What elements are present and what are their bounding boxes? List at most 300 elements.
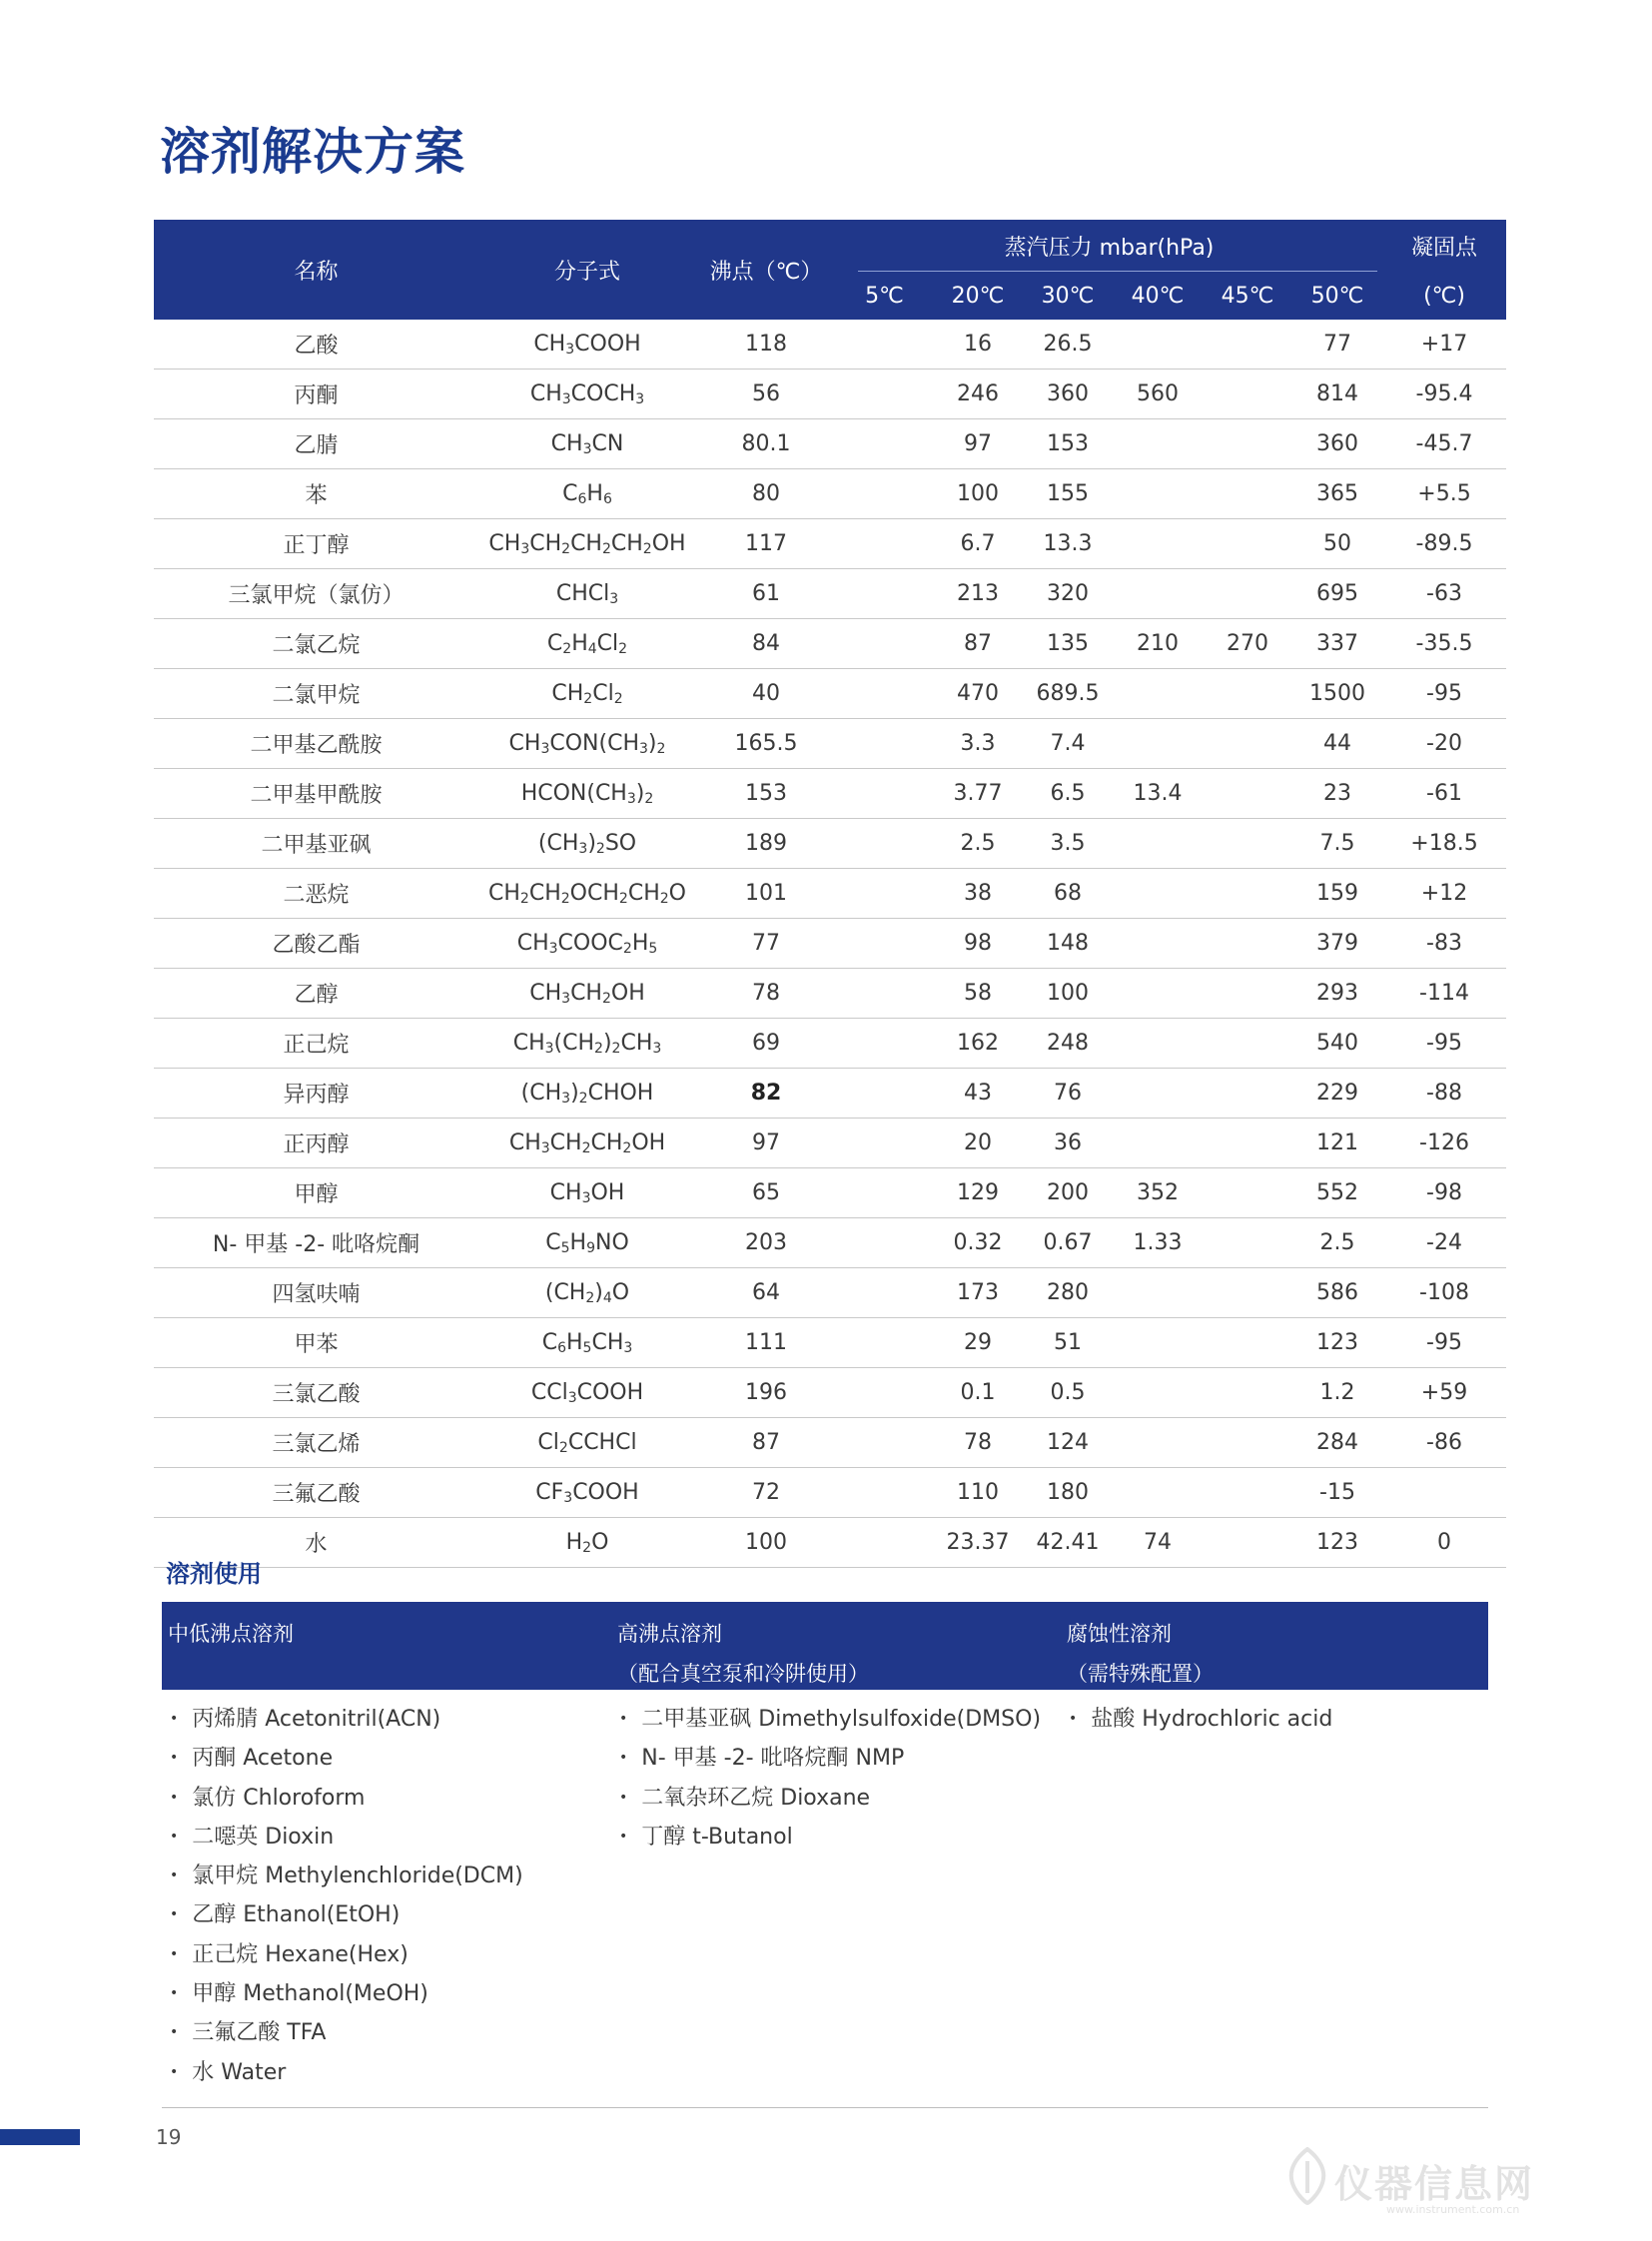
cell-vp-40 <box>1113 1318 1203 1368</box>
usage-col-subtitle: （配合真空泵和冷阱使用） <box>617 1662 869 1686</box>
usage-list-corrosive <box>1069 1700 1332 1739</box>
cell-vp-45 <box>1203 1119 1292 1168</box>
cell-vp-30: 320 <box>1023 569 1113 619</box>
cell-formula: $CH_3COCH_3$ <box>478 370 696 419</box>
cell-vp-50: 360 <box>1292 419 1382 469</box>
cell-formula: $CH_3(CH_2)_2CH_3$ <box>478 1019 696 1069</box>
cell-name: 乙酸乙酯 <box>154 919 478 969</box>
cell-vp-30: 6.5 <box>1023 769 1113 819</box>
cell-vp-30: 51 <box>1023 1318 1113 1368</box>
cell-vp-5 <box>836 969 933 1019</box>
cell-vp-30: 153 <box>1023 419 1113 469</box>
cell-vp-30: 100 <box>1023 969 1113 1019</box>
cell-formula: $CH_3COOC_2H_5$ <box>478 919 696 969</box>
cell-vp-5 <box>836 1268 933 1318</box>
page-number: 19 <box>156 2125 182 2149</box>
cell-vp-45 <box>1203 819 1292 869</box>
cell-boiling-point: 196 <box>696 1368 836 1418</box>
cell-boiling-point: 111 <box>696 1318 836 1368</box>
cell-vp-20: 6.7 <box>933 519 1023 569</box>
table-row <box>154 1069 1506 1119</box>
watermark: 仪器信息网 <box>1334 2162 1535 2206</box>
cell-formula: $CH_3CH_2CH_2OH$ <box>478 1119 696 1168</box>
cell-vp-45: 270 <box>1203 619 1292 669</box>
header-temp-50: 50℃ <box>1292 272 1382 320</box>
list-item: • 二噁英 Dioxin <box>170 1818 523 1857</box>
cell-name: 丙酮 <box>154 370 478 419</box>
cell-freezing-point: -95 <box>1382 669 1506 719</box>
cell-freezing-point: +59 <box>1382 1368 1506 1418</box>
cell-vp-40: 210 <box>1113 619 1203 669</box>
table-row <box>154 969 1506 1019</box>
cell-freezing-point: -108 <box>1382 1268 1506 1318</box>
cell-vp-30: 3.5 <box>1023 819 1113 869</box>
table-row <box>154 1019 1506 1069</box>
table-row <box>154 1468 1506 1518</box>
cell-freezing-point: -95.4 <box>1382 370 1506 419</box>
cell-vp-20: 87 <box>933 619 1023 669</box>
cell-boiling-point: 118 <box>696 320 836 370</box>
cell-vp-5 <box>836 1368 933 1418</box>
cell-boiling-point: 64 <box>696 1268 836 1318</box>
cell-vp-40 <box>1113 719 1203 769</box>
table-row <box>154 469 1506 519</box>
list-item: • 三氟乙酸 TFA <box>170 2013 523 2052</box>
cell-vp-45 <box>1203 1368 1292 1418</box>
cell-name: 二氯乙烷 <box>154 619 478 669</box>
cell-name: 甲苯 <box>154 1318 478 1368</box>
cell-name: 乙酸 <box>154 320 478 370</box>
usage-section-title: 溶剂使用 <box>166 1560 262 1588</box>
cell-boiling-point: 77 <box>696 919 836 969</box>
header-formula: 分子式 <box>478 220 696 320</box>
cell-vp-30: 280 <box>1023 1268 1113 1318</box>
usage-col-title: 高沸点溶剂 <box>617 1622 722 1646</box>
cell-boiling-point: 203 <box>696 1218 836 1268</box>
usage-list-low-bp <box>170 1700 523 2092</box>
list-item: • 水 Water <box>170 2053 523 2092</box>
cell-vp-20: 129 <box>933 1168 1023 1218</box>
cell-name: 三氯乙酸 <box>154 1368 478 1418</box>
cell-vp-40: 1.33 <box>1113 1218 1203 1268</box>
usage-lists <box>162 1700 1488 2099</box>
cell-freezing-point: -89.5 <box>1382 519 1506 569</box>
header-temp-30: 30℃ <box>1023 272 1113 320</box>
cell-formula: $CH_3OH$ <box>478 1168 696 1218</box>
cell-name: 水 <box>154 1518 478 1568</box>
cell-vp-20: 3.77 <box>933 769 1023 819</box>
cell-vp-30: 76 <box>1023 1069 1113 1119</box>
cell-vp-40 <box>1113 519 1203 569</box>
list-item: • 二氧杂环乙烷 Dioxane <box>619 1779 1041 1818</box>
cell-vp-30: 155 <box>1023 469 1113 519</box>
cell-freezing-point: +18.5 <box>1382 819 1506 869</box>
cell-name: 四氢呋喃 <box>154 1268 478 1318</box>
cell-name: 异丙醇 <box>154 1069 478 1119</box>
cell-vp-40 <box>1113 1119 1203 1168</box>
cell-vp-20: 78 <box>933 1418 1023 1468</box>
cell-vp-20: 38 <box>933 869 1023 919</box>
cell-freezing-point: 0 <box>1382 1518 1506 1568</box>
cell-vp-5 <box>836 869 933 919</box>
table-row <box>154 869 1506 919</box>
header-boiling-point: 沸点（℃） <box>696 220 836 320</box>
cell-freezing-point: -83 <box>1382 919 1506 969</box>
header-vapor-pressure <box>836 220 1382 272</box>
cell-formula: $CH_3CH_2OH$ <box>478 969 696 1019</box>
cell-vp-50: 552 <box>1292 1168 1382 1218</box>
cell-vp-30: 13.3 <box>1023 519 1113 569</box>
cell-name: 二甲基乙酰胺 <box>154 719 478 769</box>
cell-formula: $CH_3COOH$ <box>478 320 696 370</box>
cell-boiling-point: 100 <box>696 1518 836 1568</box>
table-row <box>154 1318 1506 1368</box>
cell-formula: CHCl$_3$ <box>478 569 696 619</box>
cell-boiling-point: 97 <box>696 1119 836 1168</box>
cell-vp-30: 36 <box>1023 1119 1113 1168</box>
cell-vp-20: 162 <box>933 1019 1023 1069</box>
cell-name: 三氟乙酸 <box>154 1468 478 1518</box>
cell-vp-50: 50 <box>1292 519 1382 569</box>
page-title: 溶剂解决方案 <box>160 123 465 181</box>
cell-vp-40: 13.4 <box>1113 769 1203 819</box>
cell-vp-40 <box>1113 1368 1203 1418</box>
cell-formula: $CF_3COOH$ <box>478 1468 696 1518</box>
cell-formula: $(CH_2)_4O$ <box>478 1268 696 1318</box>
cell-vp-40 <box>1113 419 1203 469</box>
cell-vp-50: 293 <box>1292 969 1382 1019</box>
list-item: • 甲醇 Methanol(MeOH) <box>170 1974 523 2013</box>
cell-vp-50: 7.5 <box>1292 819 1382 869</box>
cell-boiling-point: 80.1 <box>696 419 836 469</box>
cell-vp-20: 110 <box>933 1468 1023 1518</box>
cell-formula: $HCON(CH_3)_2$ <box>478 769 696 819</box>
cell-name: 二恶烷 <box>154 869 478 919</box>
cell-vp-45 <box>1203 1268 1292 1318</box>
cell-vp-5 <box>836 569 933 619</box>
cell-name: 乙醇 <box>154 969 478 1019</box>
table-row <box>154 370 1506 419</box>
cell-vp-5 <box>836 1168 933 1218</box>
page-accent-bar <box>0 2129 80 2145</box>
cell-vp-20: 16 <box>933 320 1023 370</box>
cell-vp-50: 23 <box>1292 769 1382 819</box>
cell-freezing-point: -95 <box>1382 1318 1506 1368</box>
cell-vp-45 <box>1203 1069 1292 1119</box>
cell-vp-45 <box>1203 719 1292 769</box>
cell-vp-5 <box>836 1069 933 1119</box>
cell-vp-40 <box>1113 669 1203 719</box>
cell-vp-45 <box>1203 419 1292 469</box>
cell-vp-50: 229 <box>1292 1069 1382 1119</box>
list-item: • 丙烯腈 Acetonitril(ACN) <box>170 1700 523 1739</box>
cell-vp-50: 1500 <box>1292 669 1382 719</box>
list-item: • 正己烷 Hexane(Hex) <box>170 1935 523 1974</box>
cell-vp-50: 2.5 <box>1292 1218 1382 1268</box>
cell-vp-50: 379 <box>1292 919 1382 969</box>
cell-freezing-point: +17 <box>1382 320 1506 370</box>
cell-formula: $C_6H_6$ <box>478 469 696 519</box>
table-row <box>154 519 1506 569</box>
watermark-logo-icon <box>1284 2147 1330 2205</box>
cell-vp-40: 74 <box>1113 1518 1203 1568</box>
cell-vp-30: 124 <box>1023 1418 1113 1468</box>
cell-vp-20: 2.5 <box>933 819 1023 869</box>
cell-vp-40 <box>1113 569 1203 619</box>
cell-vp-45 <box>1203 1168 1292 1218</box>
usage-col-title: 中低沸点溶剂 <box>168 1622 294 1646</box>
cell-boiling-point: 82 <box>696 1069 836 1119</box>
cell-vp-5 <box>836 519 933 569</box>
cell-vp-40: 560 <box>1113 370 1203 419</box>
cell-name: 正丁醇 <box>154 519 478 569</box>
cell-name: 三氯甲烷（氯仿） <box>154 569 478 619</box>
usage-col-high-bp-header <box>617 1614 869 1694</box>
cell-vp-45 <box>1203 1468 1292 1518</box>
cell-boiling-point: 72 <box>696 1468 836 1518</box>
cell-freezing-point: -98 <box>1382 1168 1506 1218</box>
cell-freezing-point: -35.5 <box>1382 619 1506 669</box>
cell-vp-50: 44 <box>1292 719 1382 769</box>
list-item: • 盐酸 Hydrochloric acid <box>1069 1700 1332 1739</box>
header-temp-40: 40℃ <box>1113 272 1203 320</box>
cell-name: 二氯甲烷 <box>154 669 478 719</box>
cell-freezing-point: -24 <box>1382 1218 1506 1268</box>
cell-vp-20: 97 <box>933 419 1023 469</box>
table-row <box>154 569 1506 619</box>
cell-vp-40 <box>1113 1268 1203 1318</box>
cell-name: 甲醇 <box>154 1168 478 1218</box>
cell-vp-50: 1.2 <box>1292 1368 1382 1418</box>
cell-vp-20: 43 <box>933 1069 1023 1119</box>
cell-vp-5 <box>836 1218 933 1268</box>
cell-vp-5 <box>836 419 933 469</box>
cell-vp-50: 695 <box>1292 569 1382 619</box>
cell-boiling-point: 101 <box>696 869 836 919</box>
cell-vp-30: 200 <box>1023 1168 1113 1218</box>
cell-vp-5 <box>836 1019 933 1069</box>
cell-vp-40 <box>1113 1069 1203 1119</box>
cell-vp-5 <box>836 1318 933 1368</box>
table-row <box>154 1218 1506 1268</box>
cell-vp-5 <box>836 1518 933 1568</box>
cell-vp-45 <box>1203 1218 1292 1268</box>
cell-vp-50: 121 <box>1292 1119 1382 1168</box>
table-row <box>154 1168 1506 1218</box>
cell-vp-45 <box>1203 1418 1292 1468</box>
cell-boiling-point: 87 <box>696 1418 836 1468</box>
cell-vp-40 <box>1113 969 1203 1019</box>
cell-vp-40 <box>1113 469 1203 519</box>
table-row <box>154 320 1506 370</box>
cell-boiling-point: 61 <box>696 569 836 619</box>
cell-boiling-point: 84 <box>696 619 836 669</box>
table-row <box>154 1119 1506 1168</box>
cell-vp-45 <box>1203 969 1292 1019</box>
bottom-divider <box>162 2107 1488 2108</box>
cell-vp-20: 98 <box>933 919 1023 969</box>
cell-freezing-point <box>1382 1468 1506 1518</box>
cell-vp-40 <box>1113 320 1203 370</box>
cell-formula: $(CH_3)_2SO$ <box>478 819 696 869</box>
table-header <box>154 220 1506 320</box>
cell-vp-5 <box>836 819 933 869</box>
usage-col-title: 腐蚀性溶剂 <box>1067 1622 1172 1646</box>
cell-vp-30: 7.4 <box>1023 719 1113 769</box>
list-item: • 乙醇 Ethanol(EtOH) <box>170 1895 523 1934</box>
cell-freezing-point: -45.7 <box>1382 419 1506 469</box>
cell-vp-40 <box>1113 1418 1203 1468</box>
cell-vp-45 <box>1203 919 1292 969</box>
cell-formula: $CH_2CH_2OCH_2CH_2O$ <box>478 869 696 919</box>
cell-formula: $C_6H_5CH_3$ <box>478 1318 696 1368</box>
cell-name: 正丙醇 <box>154 1119 478 1168</box>
table-row <box>154 919 1506 969</box>
cell-boiling-point: 153 <box>696 769 836 819</box>
usage-col-corrosive-header <box>1067 1614 1214 1694</box>
cell-vp-30: 360 <box>1023 370 1113 419</box>
cell-vp-45 <box>1203 669 1292 719</box>
table-body <box>154 320 1506 1568</box>
cell-boiling-point: 189 <box>696 819 836 869</box>
cell-vp-20: 246 <box>933 370 1023 419</box>
cell-name: 苯 <box>154 469 478 519</box>
cell-vp-20: 0.32 <box>933 1218 1023 1268</box>
cell-boiling-point: 117 <box>696 519 836 569</box>
cell-name: 二甲基甲酰胺 <box>154 769 478 819</box>
cell-name: 三氯乙烯 <box>154 1418 478 1468</box>
cell-vp-45 <box>1203 569 1292 619</box>
table-row <box>154 419 1506 469</box>
cell-freezing-point: -20 <box>1382 719 1506 769</box>
cell-vp-5 <box>836 1119 933 1168</box>
table-row <box>154 1418 1506 1468</box>
table-row <box>154 819 1506 869</box>
cell-boiling-point: 80 <box>696 469 836 519</box>
cell-vp-5 <box>836 769 933 819</box>
cell-formula: $CH_3CH_2CH_2CH_2OH$ <box>478 519 696 569</box>
cell-freezing-point: +5.5 <box>1382 469 1506 519</box>
list-item: • 氯仿 Chloroform <box>170 1779 523 1818</box>
cell-vp-40 <box>1113 869 1203 919</box>
cell-boiling-point: 40 <box>696 669 836 719</box>
cell-vp-45 <box>1203 1318 1292 1368</box>
cell-vp-45 <box>1203 469 1292 519</box>
list-item: • N- 甲基 -2- 吡咯烷酮 NMP <box>619 1739 1041 1778</box>
cell-formula: $H_2O$ <box>478 1518 696 1568</box>
table-row <box>154 619 1506 669</box>
cell-name: 正己烷 <box>154 1019 478 1069</box>
header-temp-45: 45℃ <box>1203 272 1292 320</box>
table-row <box>154 1368 1506 1418</box>
cell-vp-30: 26.5 <box>1023 320 1113 370</box>
cell-formula: $CH_2Cl_2$ <box>478 669 696 719</box>
header-vapor-pressure-label: 蒸汽压力 mbar(hPa) <box>1004 235 1215 261</box>
cell-freezing-point: -88 <box>1382 1069 1506 1119</box>
header-temp-5: 5℃ <box>836 272 933 320</box>
cell-vp-20: 213 <box>933 569 1023 619</box>
usage-col-subtitle: （需特殊配置） <box>1067 1662 1214 1686</box>
list-item: • 丙酮 Acetone <box>170 1739 523 1778</box>
cell-vp-50: 814 <box>1292 370 1382 419</box>
list-item: • 丁醇 t-Butanol <box>619 1818 1041 1857</box>
cell-formula: $(CH_3)_2CHOH$ <box>478 1069 696 1119</box>
cell-vp-45 <box>1203 370 1292 419</box>
cell-boiling-point: 78 <box>696 969 836 1019</box>
cell-name: 二甲基亚砜 <box>154 819 478 869</box>
cell-vp-20: 58 <box>933 969 1023 1019</box>
usage-header <box>162 1602 1488 1690</box>
cell-freezing-point: -61 <box>1382 769 1506 819</box>
cell-vp-20: 100 <box>933 469 1023 519</box>
table-row <box>154 719 1506 769</box>
cell-boiling-point: 65 <box>696 1168 836 1218</box>
cell-name: 乙腈 <box>154 419 478 469</box>
cell-vp-50: -15 <box>1292 1468 1382 1518</box>
cell-vp-45 <box>1203 519 1292 569</box>
cell-vp-20: 470 <box>933 669 1023 719</box>
cell-vp-50: 586 <box>1292 1268 1382 1318</box>
header-freezing-point: 凝固点 <box>1382 220 1506 272</box>
cell-vp-30: 148 <box>1023 919 1113 969</box>
table-row <box>154 1268 1506 1318</box>
cell-vp-5 <box>836 1418 933 1468</box>
cell-vp-30: 180 <box>1023 1468 1113 1518</box>
cell-vp-50: 540 <box>1292 1019 1382 1069</box>
cell-freezing-point: -86 <box>1382 1418 1506 1468</box>
cell-vp-45 <box>1203 1518 1292 1568</box>
cell-vp-5 <box>836 320 933 370</box>
cell-vp-50: 159 <box>1292 869 1382 919</box>
cell-freezing-point: +12 <box>1382 869 1506 919</box>
list-item: • 二甲基亚砜 Dimethylsulfoxide(DMSO) <box>619 1700 1041 1739</box>
cell-vp-50: 284 <box>1292 1418 1382 1468</box>
table-row <box>154 769 1506 819</box>
watermark-url: www.instrument.com.cn <box>1386 2203 1520 2216</box>
cell-formula: $CH_3CON(CH_3)_2$ <box>478 719 696 769</box>
cell-vp-20: 29 <box>933 1318 1023 1368</box>
cell-vp-20: 173 <box>933 1268 1023 1318</box>
cell-boiling-point: 56 <box>696 370 836 419</box>
cell-vp-40: 352 <box>1113 1168 1203 1218</box>
cell-vp-50: 123 <box>1292 1318 1382 1368</box>
table-row <box>154 1518 1506 1568</box>
cell-vp-30: 0.67 <box>1023 1218 1113 1268</box>
cell-freezing-point: -114 <box>1382 969 1506 1019</box>
cell-vp-45 <box>1203 320 1292 370</box>
cell-vp-20: 3.3 <box>933 719 1023 769</box>
cell-vp-5 <box>836 370 933 419</box>
solvent-table <box>154 220 1506 1568</box>
cell-freezing-point: -126 <box>1382 1119 1506 1168</box>
cell-vp-40 <box>1113 919 1203 969</box>
cell-vp-40 <box>1113 819 1203 869</box>
cell-vp-30: 248 <box>1023 1019 1113 1069</box>
list-item: • 氯甲烷 Methylenchloride(DCM) <box>170 1857 523 1895</box>
header-temp-20: 20℃ <box>933 272 1023 320</box>
cell-formula: $CH_3CN$ <box>478 419 696 469</box>
cell-formula: CCl$_3$COOH <box>478 1368 696 1418</box>
cell-freezing-point: -95 <box>1382 1019 1506 1069</box>
cell-boiling-point: 69 <box>696 1019 836 1069</box>
cell-vp-20: 23.37 <box>933 1518 1023 1568</box>
cell-name: N- 甲基 -2- 吡咯烷酮 <box>154 1218 478 1268</box>
cell-vp-40 <box>1113 1468 1203 1518</box>
cell-vp-40 <box>1113 1019 1203 1069</box>
header-freezing-point-unit: (℃) <box>1382 272 1506 320</box>
header-name: 名称 <box>154 220 478 320</box>
cell-vp-50: 77 <box>1292 320 1382 370</box>
